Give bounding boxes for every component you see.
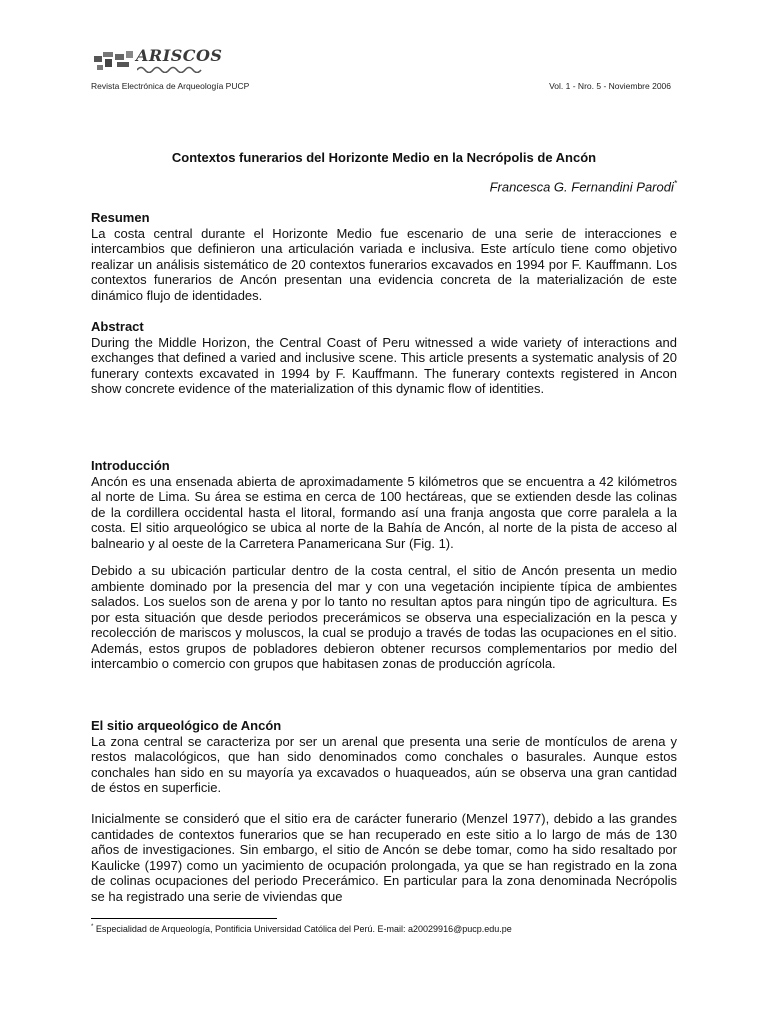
section-heading: Abstract [91,319,144,334]
section-introduccion-cont [91,563,677,672]
logo-glyph-icon [93,48,135,74]
section-heading: El sitio arqueológico de Ancón [91,718,282,733]
section-heading: Introducción [91,458,170,473]
section-sitio-cont [91,811,677,904]
section-sitio [91,718,677,796]
paragraph: During the Middle Horizon, the Central Coast of Peru witnessed a wide variety of interactions and exchanges that defined a varied and inclusive scene. This article presents a systematic analysis of 20 funerary contexts excavated in 1994 by F. Kauffmann. The funerary contexts registered in Ancon show concrete evidence of the materialization of this dynamic flow of identities. [91,334,677,396]
paragraph: La costa central durante el Horizonte Medio fue escenario de una serie de interacciones e intercambios que definieron una articulación variada e inclusiva. Este artículo tiene como objetivo realizar un análisis sistemático de 20 contextos funerarios excavados en 1994 por F. Kauffmann. Los contextos funerarios de Ancón presentan una evidencia concreta de la materialización de este dinámico flujo de identidades. [91,225,677,303]
author-footnote-mark: * [673,179,677,188]
paragraph: Inicialmente se consideró que el sitio era de carácter funerario (Menzel 1977), debido a las grandes cantidades de contextos funerarios que se han recuperado en este sitio a lo largo de más de 130 años de investigaciones. Sin embargo, el sitio de Ancón se debe tomar, como ha sido resaltado por Kaulicke (1997) como un yacimiento de ocupación prolongada, ya que se han registrado en la zona de colinas ocupaciones del periodo Precerámico. En particular para la zona denominada Necrópolis se ha registrado una serie de viviendas que [91,811,677,904]
section-introduccion [91,458,677,551]
paragraph: Ancón es una ensenada abierta de aproximadamente 5 kilómetros que se encuentra a 42 kilómetros al norte de Lima. Su área se estima en cerca de 100 hectáreas, que se extienden desde las colinas de la cordillera occidental hasta el litoral, formando así una franja angosta que corre paralela a la costa. El sitio arqueológico se ubica al norte de la Bahía de Ancón, al norte de la pista de acceso al balneario y al oeste de la Carretera Panamericana Sur (Fig. 1). [91,473,677,551]
paragraph: La zona central se caracteriza por ser un arenal que presenta una serie de montículos de arena y restos malacológicos, que han sido denominados como conchales o basurales. Aunque estos conchales han sido en su mayoría ya excavados o huaqueados, aún se observa una gran cantidad de éstos en superficie. [91,733,677,795]
footnote-divider [91,918,277,919]
journal-name: Revista Electrónica de Arqueología PUCP [91,81,250,91]
footnote-mark: * [91,924,94,930]
section-heading: Resumen [91,210,150,225]
article-title: Contextos funerarios del Horizonte Medio en la Necrópolis de Ancón [171,150,597,165]
section-abstract [91,319,677,397]
issue-info: Vol. 1 - Nro. 5 - Noviembre 2006 [549,81,671,91]
author-name: Francesca G. Fernandini Parodi [489,179,674,195]
logo-waves-icon [137,65,203,73]
footnote-text: Especialidad de Arqueología, Pontificia Universidad Católica del Perú. E-mail: a20029916@pucp.edu.pe [95,924,512,934]
section-resumen [91,210,677,303]
journal-logo [93,46,223,82]
logo-wordmark: ARISCOS [136,46,223,65]
article-author [490,179,677,194]
paragraph: Debido a su ubicación particular dentro de la costa central, el sitio de Ancón presenta un medio ambiente dominado por la presencia del mar y con una vegetación incipiente típica de ambientes salados. Los suelos son de arena y por lo tanto no resultan aptos para ningún tipo de agricultura. Es por esta situación que desde periodos precerámicos se observa una especialización en la pesca y recolección de mariscos y moluscos, la cual se produjo a través de todas las ocupaciones en el sitio. Además, estos grupos de pobladores debieron obtener recursos complementarios por medio del intercambio o comercio con grupos que habitasen zonas de producción agrícola. [91,563,677,671]
footnote [91,924,512,934]
